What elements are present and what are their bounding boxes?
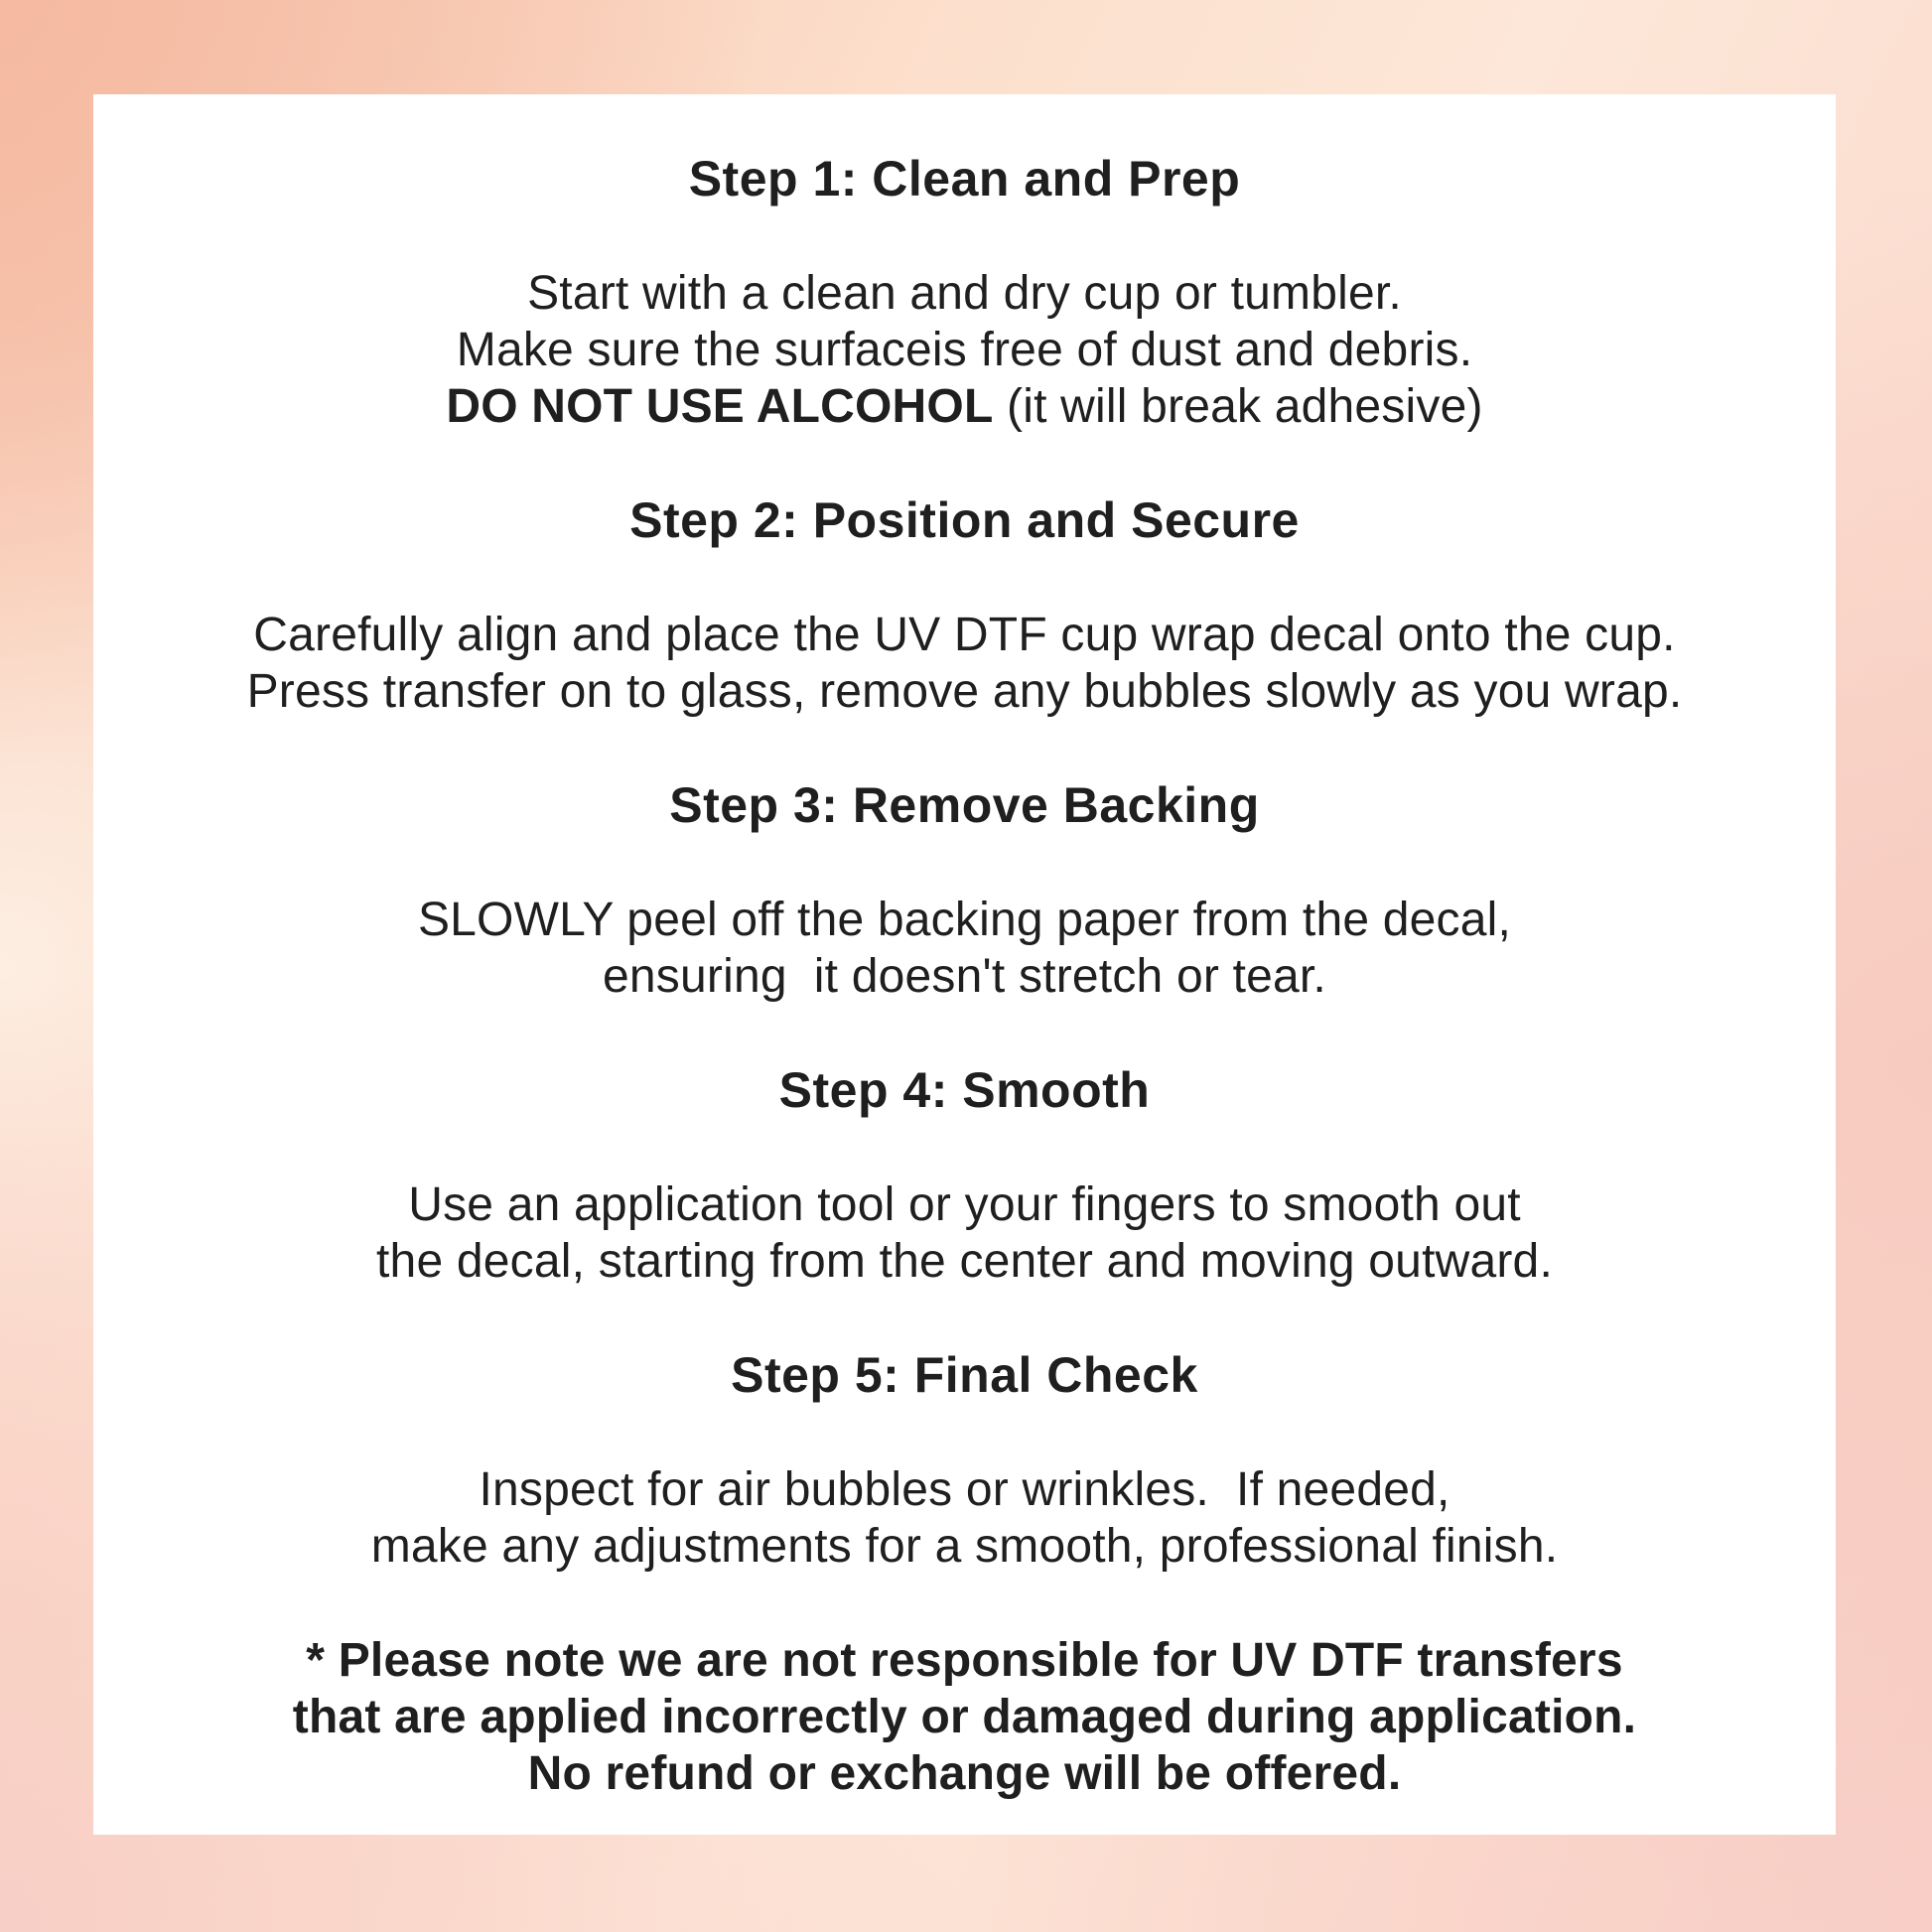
section-step-4 [93,1062,1836,1290]
instruction-line: Use an application tool or your fingers to smooth out [408,1178,1521,1231]
instruction-line: the decal, starting from the center and moving outward. [376,1235,1553,1288]
alcohol-warning-line [93,378,1836,435]
step-1-heading: Step 1: Clean and Prep [688,151,1241,207]
step-5-heading: Step 5: Final Check [731,1347,1198,1403]
section-step-2 [93,492,1836,720]
instruction-line: Make sure the surfaceis free of dust and debris. [456,324,1473,376]
section-step-5 [93,1347,1836,1575]
section-step-3 [93,777,1836,1005]
step-4-heading: Step 4: Smooth [778,1062,1151,1118]
alcohol-warning-rest: (it will break adhesive) [993,380,1483,433]
step-2-paragraph [93,607,1836,720]
disclaimer-line: that are applied incorrectly or damaged during application. [292,1691,1637,1743]
section-step-1 [93,151,1836,435]
step-4-paragraph [93,1176,1836,1290]
step-3-paragraph [93,892,1836,1005]
disclaimer-line: No refund or exchange will be offered. [527,1747,1402,1800]
instruction-line: make any adjustments for a smooth, professional finish. [370,1520,1559,1573]
instruction-line: Inspect for air bubbles or wrinkles. If needed, [479,1463,1450,1516]
step-5-paragraph [93,1461,1836,1575]
instruction-line: Carefully align and place the UV DTF cup wrap decal onto the cup. [253,609,1676,661]
disclaimer-section [93,1632,1836,1802]
instruction-line: ensuring it doesn't stretch or tear. [603,950,1326,1003]
alcohol-warning-bold: DO NOT USE ALCOHOL [446,380,994,433]
instruction-line: SLOWLY peel off the backing paper from the decal, [417,894,1512,946]
disclaimer-line: * Please note we are not responsible for UV DTF transfers [306,1634,1623,1687]
instruction-line: Start with a clean and dry cup or tumbler. [527,267,1402,320]
instruction-card [93,94,1836,1835]
instruction-line: Press transfer on to glass, remove any bubbles slowly as you wrap. [246,665,1683,718]
step-3-heading: Step 3: Remove Backing [669,777,1260,833]
step-1-paragraph [93,265,1836,435]
step-2-heading: Step 2: Position and Secure [629,492,1300,548]
